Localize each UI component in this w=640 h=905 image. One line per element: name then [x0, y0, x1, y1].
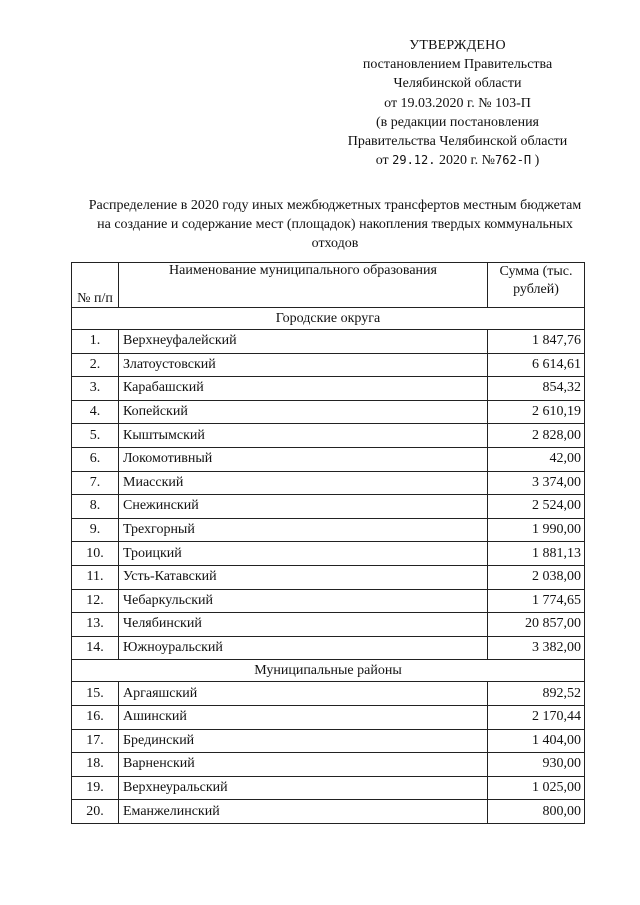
table-row: [72, 330, 585, 354]
table-row: [72, 542, 585, 566]
document-title: Распределение в 2020 году иных межбюджетных трансфертов местным бюджетам на создание и содержание мест (площадок) накопления твердых коммунальных отходов: [88, 198, 582, 251]
amount-cell: 20 857,00: [488, 613, 585, 637]
amount-cell: 800,00: [488, 800, 585, 824]
row-number-cell: 7.: [72, 471, 119, 495]
row-number-cell: 3.: [72, 377, 119, 401]
municipality-name-cell: Ашинский: [119, 705, 488, 729]
date-year: 2020 г. №: [438, 153, 496, 169]
amount-cell: 930,00: [488, 753, 585, 777]
section-title: Городские округа: [72, 308, 585, 330]
row-number-cell: 20.: [72, 800, 119, 824]
section-row-city-districts: [72, 308, 585, 330]
amount-cell: 2 170,44: [488, 705, 585, 729]
row-number-cell: 14.: [72, 636, 119, 660]
municipality-name-cell: Миасский: [119, 471, 488, 495]
municipality-name-cell: Златоустовский: [119, 353, 488, 377]
table-header-row: [72, 263, 585, 308]
table-row: [72, 400, 585, 424]
municipality-name-cell: Варненский: [119, 753, 488, 777]
approval-line: от 19.03.2020 г. № 103-П: [384, 95, 531, 111]
row-number-cell: 5.: [72, 424, 119, 448]
amount-cell: 2 828,00: [488, 424, 585, 448]
row-number-cell: 6.: [72, 447, 119, 471]
amount-cell: 2 610,19: [488, 400, 585, 424]
table-row: [72, 495, 585, 519]
handwritten-number: 762-П: [495, 153, 532, 168]
row-number-cell: 8.: [72, 495, 119, 519]
amount-cell: 1 990,00: [488, 518, 585, 542]
date-prefix: от: [375, 153, 389, 169]
municipality-name-cell: Чебаркульский: [119, 589, 488, 613]
municipality-name-cell: Еманжелинский: [119, 800, 488, 824]
row-number-cell: 9.: [72, 518, 119, 542]
amount-cell: 1 847,76: [488, 330, 585, 354]
table-row: [72, 447, 585, 471]
municipality-name-cell: Трехгорный: [119, 518, 488, 542]
amount-cell: 1 404,00: [488, 729, 585, 753]
table-row: [72, 800, 585, 824]
amount-cell: 892,52: [488, 682, 585, 706]
amount-cell: 3 382,00: [488, 636, 585, 660]
amount-cell: 42,00: [488, 447, 585, 471]
table-row: [72, 729, 585, 753]
table-row: [72, 753, 585, 777]
municipality-name-cell: Локомотивный: [119, 447, 488, 471]
table-row: [72, 636, 585, 660]
amount-cell: 6 614,61: [488, 353, 585, 377]
municipality-name-cell: Копейский: [119, 400, 488, 424]
municipality-name-cell: Брединский: [119, 729, 488, 753]
municipality-name-cell: Южноуральский: [119, 636, 488, 660]
table-row: [72, 518, 585, 542]
amount-cell: 2 038,00: [488, 565, 585, 589]
approval-line: Челябинской области: [393, 76, 522, 92]
row-number-cell: 12.: [72, 589, 119, 613]
table-row: [72, 471, 585, 495]
section-title: Муниципальные районы: [72, 660, 585, 682]
municipality-name-cell: Аргаяшский: [119, 682, 488, 706]
row-number-cell: 10.: [72, 542, 119, 566]
municipality-name-cell: Карабашский: [119, 377, 488, 401]
amendment-date-line: [330, 151, 585, 170]
row-number-cell: 16.: [72, 705, 119, 729]
row-number-cell: 4.: [72, 400, 119, 424]
approval-block: [330, 36, 585, 170]
approval-line: (в редакции постановления: [375, 114, 540, 130]
municipality-name-cell: Кыштымский: [119, 424, 488, 448]
column-header-sum: Сумма (тыс. рублей): [488, 263, 585, 308]
table-row: [72, 565, 585, 589]
amount-cell: 854,32: [488, 377, 585, 401]
table-row: [72, 353, 585, 377]
municipality-name-cell: Снежинский: [119, 495, 488, 519]
row-number-cell: 13.: [72, 613, 119, 637]
row-number-cell: 2.: [72, 353, 119, 377]
table-row: [72, 613, 585, 637]
municipality-name-cell: Усть-Катавский: [119, 565, 488, 589]
row-number-cell: 17.: [72, 729, 119, 753]
row-number-cell: 15.: [72, 682, 119, 706]
amount-cell: 1 025,00: [488, 776, 585, 800]
approved-stamp-text: УТВЕРЖДЕНО: [409, 38, 506, 53]
row-number-cell: 11.: [72, 565, 119, 589]
table-row: [72, 776, 585, 800]
column-header-number: № п/п: [72, 263, 119, 308]
amount-cell: 1 881,13: [488, 542, 585, 566]
amount-cell: 3 374,00: [488, 471, 585, 495]
table-row: [72, 424, 585, 448]
approval-line: постановлением Правительства: [362, 57, 553, 73]
approval-line: Правительства Челябинской области: [347, 134, 568, 150]
amount-cell: 1 774,65: [488, 589, 585, 613]
section-row-municipal-districts: [72, 660, 585, 682]
column-header-name: Наименование муниципального образования: [119, 263, 488, 308]
table-row: [72, 589, 585, 613]
table-row: [72, 682, 585, 706]
municipality-name-cell: Челябинский: [119, 613, 488, 637]
amount-cell: 2 524,00: [488, 495, 585, 519]
table-row: [72, 705, 585, 729]
row-number-cell: 18.: [72, 753, 119, 777]
municipality-name-cell: Верхнеуральский: [119, 776, 488, 800]
row-number-cell: 1.: [72, 330, 119, 354]
row-number-cell: 19.: [72, 776, 119, 800]
municipality-name-cell: Троицкий: [119, 542, 488, 566]
distribution-table: [71, 262, 585, 824]
date-close: ): [534, 153, 540, 169]
handwritten-date: 29.12.: [392, 153, 436, 168]
municipality-name-cell: Верхнеуфалейский: [119, 330, 488, 354]
table-row: [72, 377, 585, 401]
